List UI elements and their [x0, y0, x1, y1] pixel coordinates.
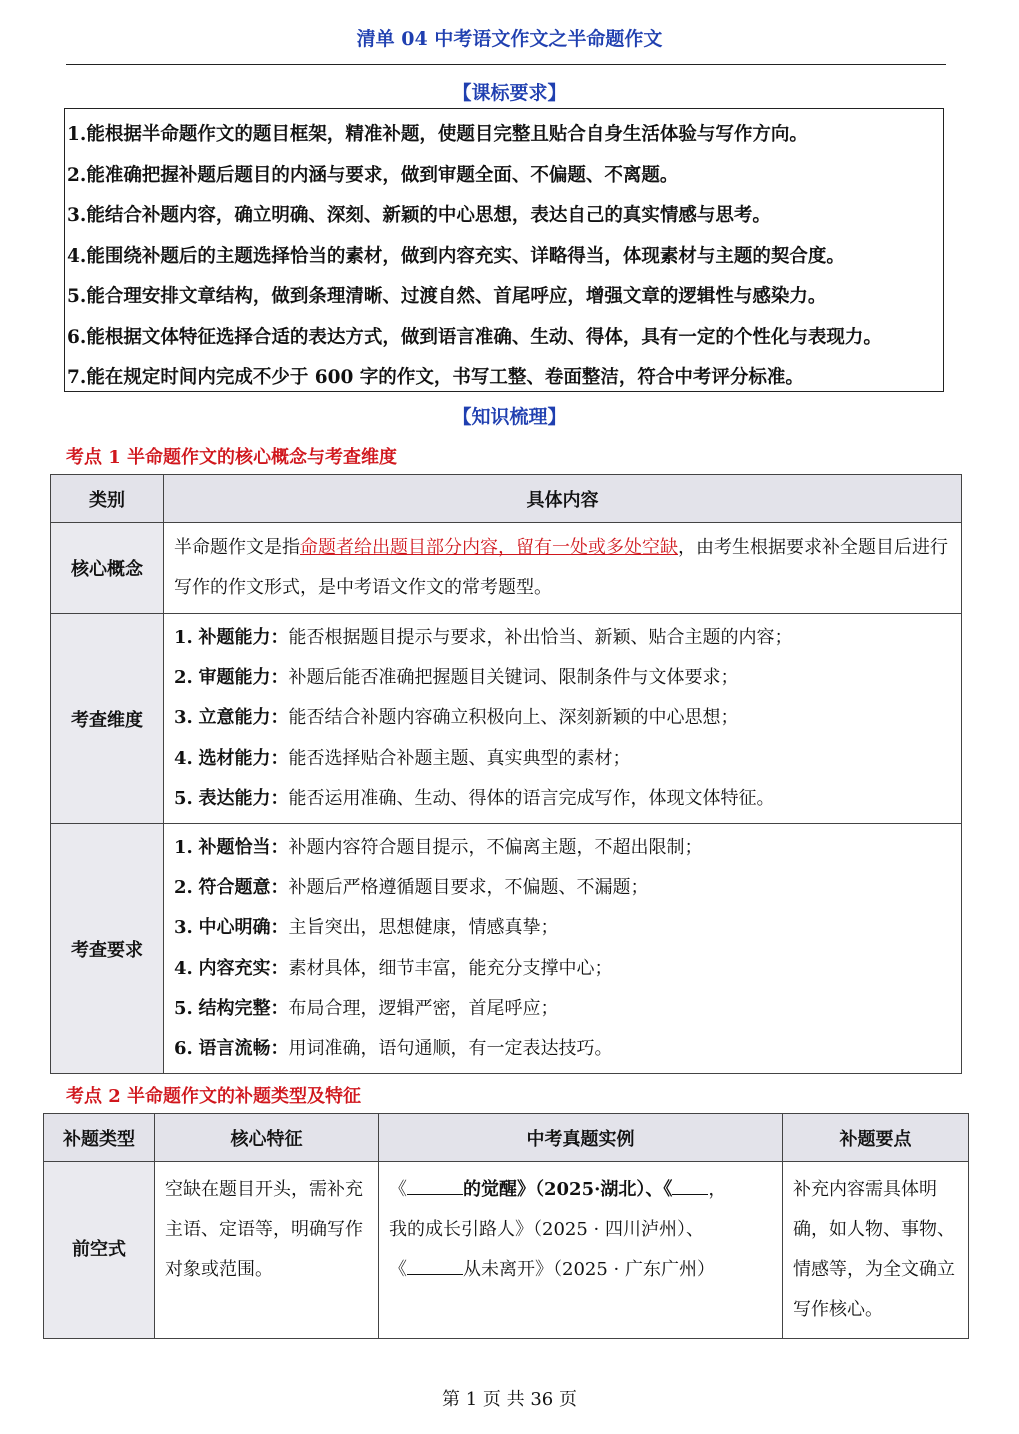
row-label-core: 核心概念: [51, 523, 164, 614]
document-title: 清单 04 中考语文作文之半命题作文: [356, 28, 663, 50]
col-header-type: 补题类型: [44, 1114, 155, 1162]
fill-blank: [407, 1176, 463, 1195]
list-item: 4. 选材能力：能否选择贴合补题主题、真实典型的素材；: [174, 747, 631, 769]
section-knowledge-heading: 【知识梳理】: [452, 406, 567, 428]
demands-cell: [164, 824, 962, 1074]
requirement-item: 1.能根据半命题作文的题目框架，精准补题，使题目完整且贴合自身生活体验与写作方向。: [67, 124, 808, 145]
feature-cell: 空缺在题目开头，需补充主语、定语等，明确写作对象或范围。: [155, 1162, 379, 1339]
col-header-category: 类别: [51, 475, 164, 523]
kp1-table: [50, 474, 962, 1074]
list-item: 1. 补题能力：能否根据题目提示与要求，补出恰当、新颖、贴合主题的内容；: [174, 626, 793, 648]
list-item: 5. 表达能力：能否运用准确、生动、得体的语言完成写作，体现文体特征。: [174, 787, 775, 809]
requirement-item: 2.能准确把握补题后题目的内涵与要求，做到审题全面、不偏题、不离题。: [67, 164, 679, 186]
list-item: 6. 语言流畅：用词准确，语句通顺，有一定表达技巧。: [174, 1038, 613, 1060]
requirement-item: 6.能根据文体特征选择合适的表达方式，做到语言准确、生动、得体，具有一定的个性化与表现力。: [67, 326, 882, 348]
col-header-points: 补题要点: [783, 1114, 969, 1162]
row-label-type: 前空式: [44, 1162, 155, 1339]
list-item: 5. 结构完整：布局合理，逻辑严密，首尾呼应；: [174, 997, 559, 1019]
row-label-dimensions: 考查维度: [51, 614, 164, 824]
requirements-box: [64, 108, 944, 392]
fill-blank: [407, 1256, 463, 1275]
title-divider: [66, 64, 946, 65]
col-header-feature: 核心特征: [155, 1114, 379, 1162]
row-label-demands: 考查要求: [51, 824, 164, 1074]
highlighted-definition: 命题者给出题目部分内容，留有一处或多处空缺: [300, 537, 678, 558]
requirement-item: 4.能围绕补题后的主题选择恰当的素材，做到内容充实、详略得当，体现素材与主题的契合度。: [67, 245, 845, 267]
requirement-item: 3.能结合补题内容，确立明确、深刻、新颖的中心思想，表达自己的真实情感与思考。: [67, 205, 771, 226]
requirement-item: 7.能在规定时间内完成不少于 600 字的作文，书写工整、卷面整洁，符合中考评分标准。: [67, 367, 804, 388]
points-cell: 补充内容需具体明确，如人物、事物、情感等，为全文确立写作核心。: [783, 1162, 969, 1339]
kp2-heading: 考点 2 半命题作文的补题类型及特征: [66, 1086, 362, 1107]
page-number: 第 1 页 共 36 页: [442, 1389, 577, 1410]
core-concept-cell: 半命题作文是指命题者给出题目部分内容，留有一处或多处空缺，由考生根据要求补全题目后进行写作的作文形式，是中考语文作文的常考题型。: [164, 523, 962, 614]
section-curriculum-heading: 【课标要求】: [452, 82, 567, 104]
list-item: 4. 内容充实：素材具体，细节丰富，能充分支撑中心；: [174, 957, 613, 979]
kp1-heading: 考点 1 半命题作文的核心概念与考查维度: [66, 447, 398, 468]
col-header-content: 具体内容: [164, 475, 962, 523]
list-item: 3. 立意能力：能否结合补题内容确立积极向上、深刻新颖的中心思想；: [174, 707, 739, 729]
list-item: 1. 补题恰当：补题内容符合题目提示，不偏离主题，不超出限制；: [174, 836, 703, 858]
examples-cell: 《 的觉醒》（2025·湖北）、《 ， 我的成长引路人》（2025 · 四川泸州）、 《 从未离开》（2025 · 广东广州）: [379, 1162, 783, 1339]
kp2-table: [43, 1113, 969, 1339]
list-item: 3. 中心明确：主旨突出，思想健康，情感真挚；: [174, 917, 559, 939]
dimensions-cell: [164, 614, 962, 824]
requirement-item: 5.能合理安排文章结构，做到条理清晰、过渡自然、首尾呼应，增强文章的逻辑性与感染力。: [67, 286, 827, 307]
fill-blank: [672, 1176, 708, 1195]
col-header-examples: 中考真题实例: [379, 1114, 783, 1162]
list-item: 2. 符合题意：补题后严格遵循题目要求，不偏题、不漏题；: [174, 876, 649, 898]
list-item: 2. 审题能力：补题后能否准确把握题目关键词、限制条件与文体要求；: [174, 667, 739, 689]
